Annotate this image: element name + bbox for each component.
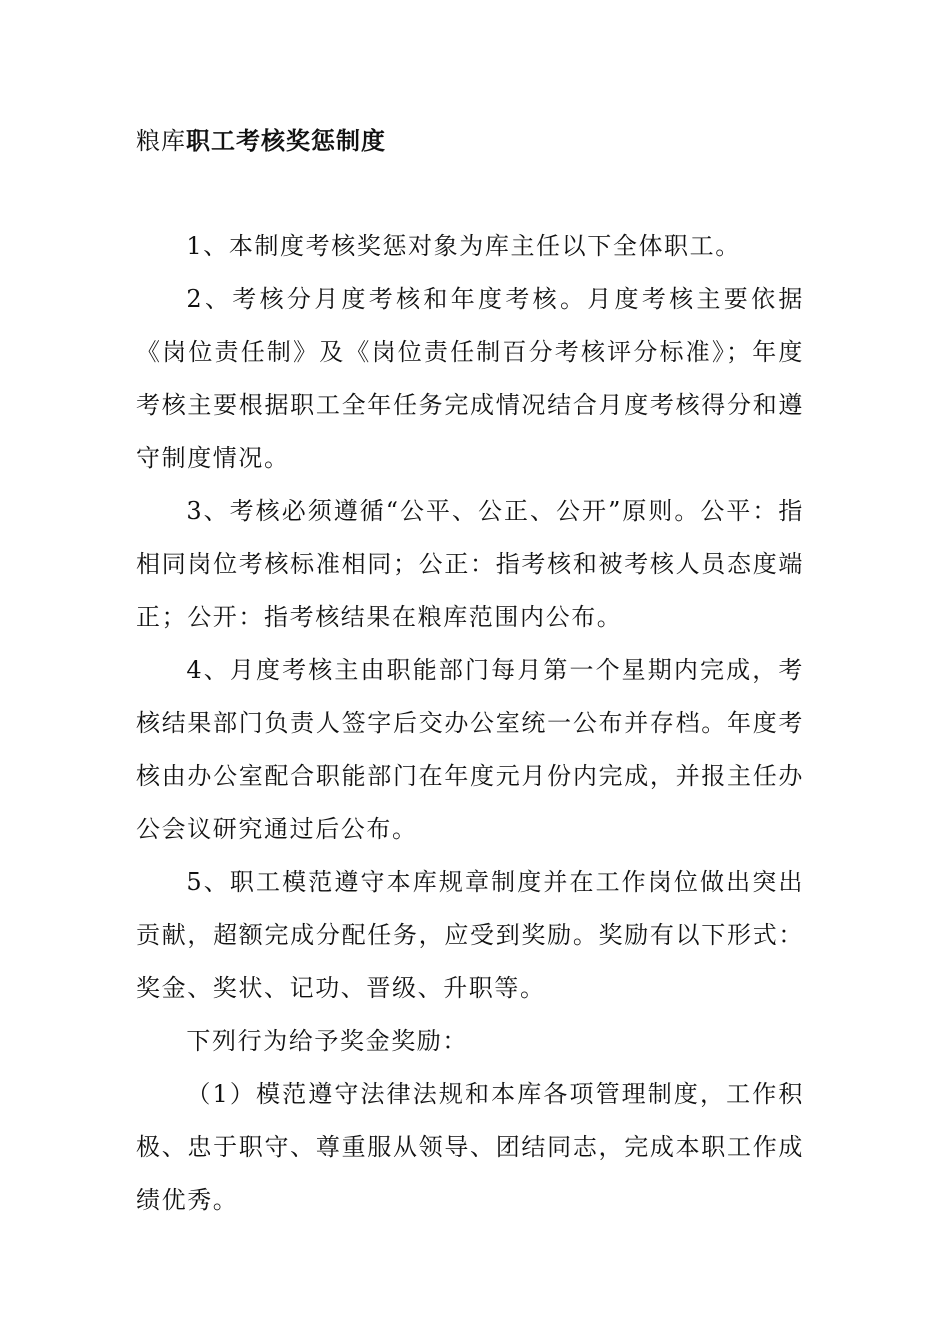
paragraph-7: （1）模范遵守法律法规和本库各项管理制度，工作积极、忠于职守、尊重服从领导、团结同志，完成本职工作成绩优秀。 [136,1080,804,1214]
paragraph-4: 4、月度考核主由职能部门每月第一个星期内完成，考核结果部门负责人签字后交办公室统一公布并存档。年度考核由办公室配合职能部门在年度元月份内完成，并报主任办公会议研究通过后公布。 [136,656,804,843]
paragraph-1: 1、本制度考核奖惩对象为库主任以下全体职工。 [186,232,741,260]
paragraph-3: 3、考核必须遵循“公平、公正、公开”原则。公平：指相同岗位考核标准相同；公正：指考核和被考核人员态度端正；公开：指考核结果在粮库范围内公布。 [136,497,804,631]
title-main: 职工考核奖惩制度 [186,127,386,155]
document-body [136,220,804,1227]
paragraph-2: 2、考核分月度考核和年度考核。月度考核主要依据《岗位责任制》及《岗位责任制百分考核评分标准》；年度考核主要根据职工全年任务完成情况结合月度考核得分和遵守制度情况。 [136,285,804,472]
paragraph-5: 5、职工模范遵守本库规章制度并在工作岗位做出突出贡献，超额完成分配任务，应受到奖励。奖励有以下形式：奖金、奖状、记功、晋级、升职等。 [136,868,804,1002]
page-title [136,124,386,158]
title-prefix: 粮库 [136,127,186,155]
paragraph-6: 下列行为给予奖金奖励： [186,1027,468,1055]
